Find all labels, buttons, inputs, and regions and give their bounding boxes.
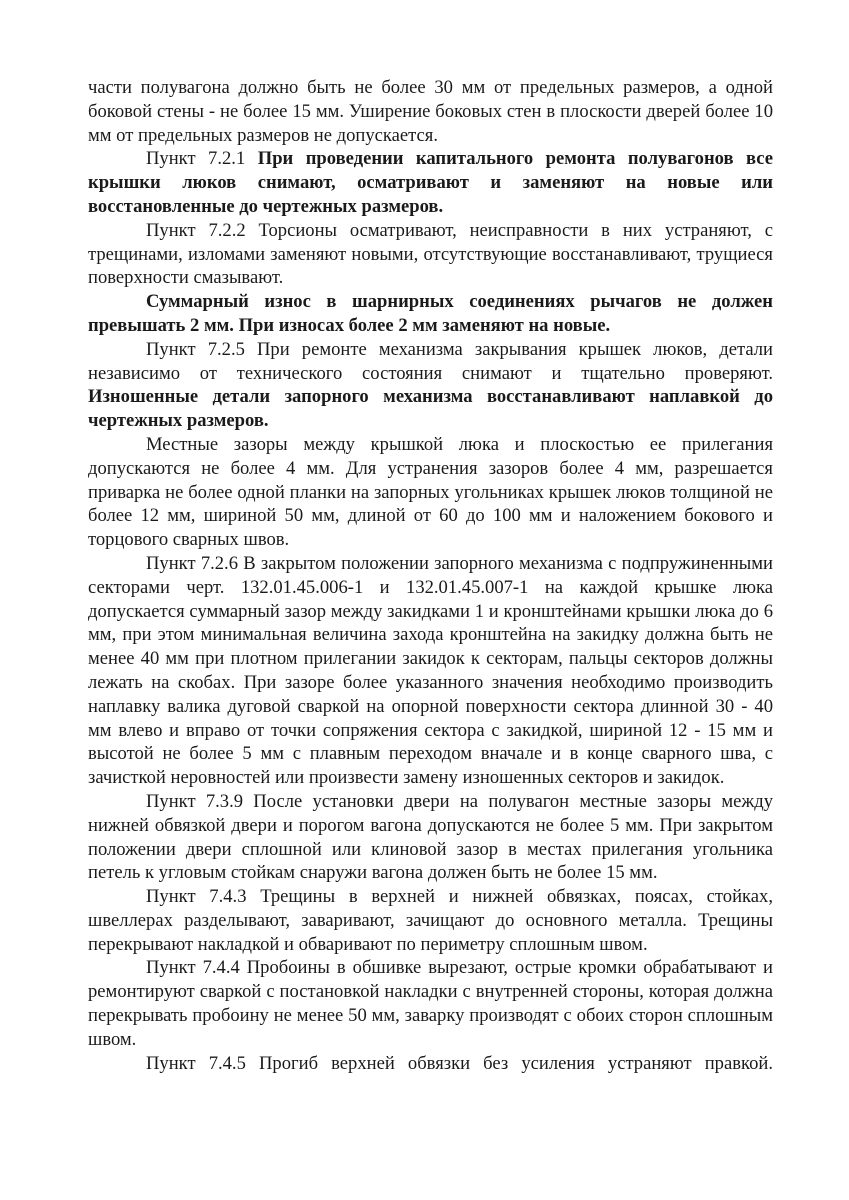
- paragraph-7-3-9: [88, 790, 773, 885]
- paragraph-text: Местные зазоры между крышкой люка и плоскостью ее прилегания допускаются не более 4 мм. Для устранения зазоров более 4 мм, разрешается приварка не более одной планки на запорных угольниках крышек люков толщиной не более 12 мм, шириной 50 мм, длиной от 60 до 100 мм и наложением бокового и торцового сварных швов.: [88, 433, 773, 551]
- paragraph-7-4-4: [88, 956, 773, 1051]
- paragraph-text: Пункт 7.2.5 При ремонте механизма закрывания крышек люков, детали независимо от технического состояния снимают и тщательно проверяют.: [88, 338, 773, 384]
- paragraph-7-2-1: [88, 147, 773, 218]
- paragraph-text: Пункт 7.4.4 Пробоины в обшивке вырезают, острые кромки обрабатывают и ремонтируют сваркой с постановкой накладки с внутренней стороны, которая должна перекрывать пробоину не менее 50 мм, заварку производят с обоих сторон сплошным швом.: [88, 957, 773, 1050]
- paragraph-7-2-5: [88, 338, 773, 433]
- paragraph-wear-limit: [88, 290, 773, 338]
- paragraph-text: Пункт 7.4.3 Трещины в верхней и нижней обвязках, поясах, стойках, швеллерах разделывают, заваривают, зачищают до основного металла. Трещины перекрывают накладкой и обваривают по периметру сплошным швом.: [88, 886, 773, 955]
- paragraph-7-2-6: [88, 552, 773, 790]
- paragraph-text: части полувагона должно быть не более 30 мм от предельных размеров, а одной боковой стены - не более 15 мм. Уширение боковых стен в плоскости дверей более 10 мм от предельных размеров не допускается.: [88, 77, 773, 146]
- paragraph-text: Пункт 7.2.2 Торсионы осматривают, неисправности в них устраняют, с трещинами, изломами заменяют новыми, отсутствующие восстанавливают, трущиеся поверхности смазывают.: [88, 219, 773, 289]
- paragraph-text: Пункт 7.4.5 Прогиб верхней обвязки без усиления устраняют правкой.: [146, 1052, 773, 1074]
- paragraph-continuation: [88, 76, 773, 147]
- paragraph-7-4-3: [88, 885, 773, 956]
- clause-number: Пункт 7.2.1: [146, 148, 258, 170]
- paragraph-text: Пункт 7.2.6 В закрытом положении запорного механизма с подпружиненными секторами черт. 132.01.45.006-1 и 132.01.45.007-1 на каждой крышке люка допускается суммарный зазор между закидками 1 и кронштейнами крышки люка до 6 мм, при этом минимальная величина захода кронштейна на закидку должна быть не менее 40 мм при плотном прилегании закидок к секторам, пальцы секторов должны лежать на скобах. При зазоре более указанного значения необходимо производить наплавку валика дуговой сваркой на опорной поверхности сектора длинной 30 - 40 мм влево и вправо от точки сопряжения сектора с закидкой, шириной 12 - 15 мм и высотой не более 5 мм с плавным переходом вначале и в конце сварного шва, с зачисткой неровностей или произвести замену изношенных секторов и закидок.: [88, 552, 773, 789]
- paragraph-local-gaps: [88, 433, 773, 552]
- paragraph-7-2-2: [88, 219, 773, 290]
- bold-requirement-text: Изношенные детали запорного механизма восстанавливают наплавкой до чертежных размеров.: [88, 386, 773, 432]
- paragraph-text: Пункт 7.3.9 После установки двери на полувагон местные зазоры между нижней обвязкой двери и порогом вагона допускаются не более 5 мм. При закрытом положении двери сплошной или клиновой зазор в местах прилегания угольника петель к угловым стойкам снаружи вагона должен быть не более 15 мм.: [88, 790, 773, 884]
- paragraph-7-4-5: [88, 1052, 773, 1076]
- bold-requirement-text: При проведении капитального ремонта полувагонов все крышки люков снимают, осматривают и заменяют на новые или восстановленные до чертежных размеров.: [88, 148, 774, 217]
- bold-requirement-text: Суммарный износ в шарнирных соединениях рычагов не должен превышать 2 мм. При износах более 2 мм заменяют на новые.: [88, 291, 773, 336]
